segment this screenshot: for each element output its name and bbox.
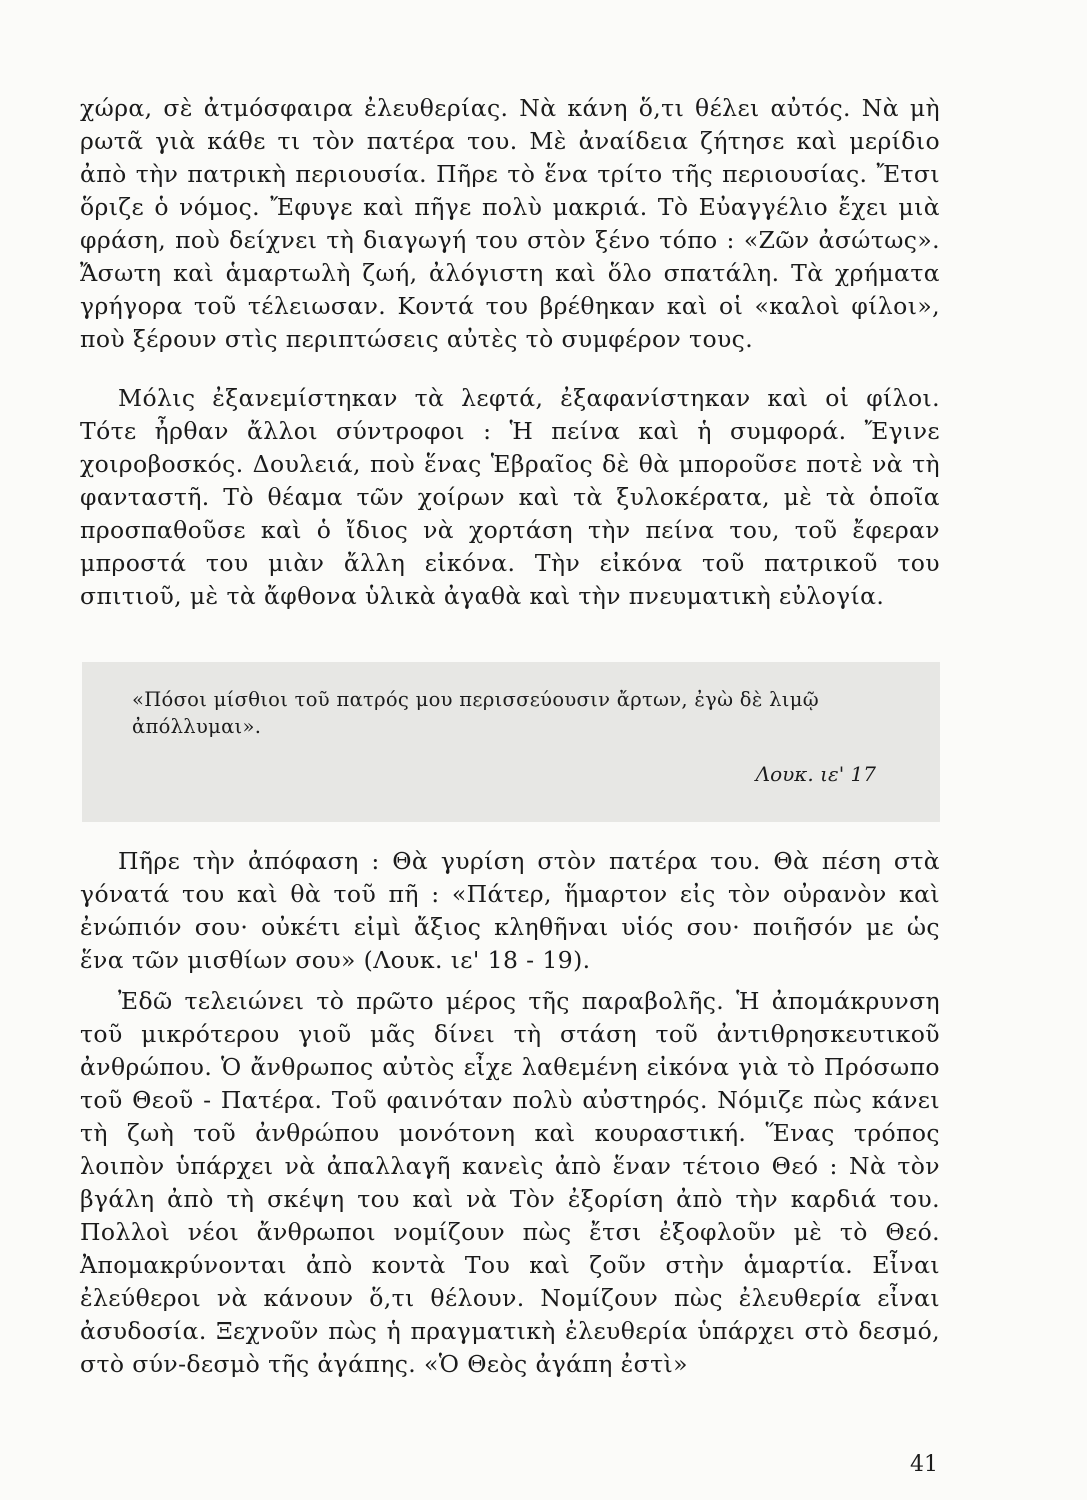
- scripture-quote-reference: Λουκ. ιε' 17: [755, 762, 876, 786]
- paragraph-3-text: Πῆρε τὴν ἀπόφαση : Θὰ γυρίση στὸν πατέρα του. Θὰ πέση στὰ γόνατά του καὶ θὰ τοῦ πῆ : «Πάτερ, ἥμαρτον εἰς τὸν οὐρανὸν καὶ ἐνώπιόν σου· οὐκέτι εἰμὶ ἄξιος κληθῆναι υἱός σου· ποιῆσόν με ὡς ἕνα τῶν μισθίων σου» (Λουκ. ιε' 18 - 19).: [80, 847, 940, 974]
- scripture-quote-text: «Πόσοι μίσθιοι τοῦ πατρός μου περισσεύουσιν ἄρτων, ἐγὼ δὲ λιμῷ ἀπόλλυμαι».: [132, 688, 819, 738]
- paragraph-4-text: Ἐδῶ τελειώνει τὸ πρῶτο μέρος τῆς παραβολῆς. Ἡ ἀπομάκρυνση τοῦ μικρότερου γιοῦ μᾶς δίνει τὴ στάση τοῦ ἀντιθρησκευτικοῦ ἀνθρώπου. Ὁ ἄνθρωπος αὐτὸς εἶχε λαθεμένη εἰκόνα γιὰ τὸ Πρόσωπο τοῦ Θεοῦ - Πατέρα. Τοῦ φαινόταν πολὺ αὐστηρός. Νόμιζε πὼς κάνει τὴ ζωὴ τοῦ ἀνθρώπου μονότονη καὶ κουραστική. Ἕνας τρόπος λοιπὸν ὑπάρχει νὰ ἀπαλλαγῆ κανεὶς ἀπὸ ἕναν τέτοιο Θεό : Νὰ τὸν βγάλη ἀπὸ τὴ σκέψη του καὶ νὰ Τὸν ἐξορίση ἀπὸ τὴν καρδιά του. Πολλοὶ νέοι ἄνθρωποι νομίζουν πὼς ἔτσι ἐξοφλοῦν μὲ τὸ Θεό. Ἀπομακρύνονται ἀπὸ κοντὰ Του καὶ ζοῦν στὴν ἁμαρτία. Εἶναι ἐλεύθεροι νὰ κάνουν ὅ,τι θέλουν. Νομίζουν πὼς ἐλευθερία εἶναι ἀσυδοσία. Ξεχνοῦν πὼς ἡ πραγματικὴ ἐλευθερία ὑπάρχει στὸ δεσμό, στὸ σύν-δεσμὸ τῆς ἀγάπης. «Ὁ Θεὸς ἀγάπη ἐστὶ»: [80, 987, 940, 1378]
- paragraph-2: [80, 382, 940, 613]
- paragraph-1: [80, 92, 940, 356]
- paragraph-3: [80, 845, 940, 977]
- paragraph-4: [80, 985, 940, 1381]
- paragraph-2-text: Μόλις ἐξανεμίστηκαν τὰ λεφτά, ἐξαφανίστηκαν καὶ οἱ φίλοι. Τότε ἦρθαν ἄλλοι σύντροφοι : Ἡ πείνα καὶ ἡ συμφορά. Ἔγινε χοιροβοσκός. Δουλειά, ποὺ ἕνας Ἑβραῖος δὲ θὰ μποροῦσε ποτὲ νὰ τὴ φανταστῆ. Τὸ θέαμα τῶν χοίρων καὶ τὰ ξυλοκέρατα, μὲ τὰ ὁποῖα προσπαθοῦσε καὶ ὁ ἴδιος νὰ χορτάση τὴν πείνα του, τοῦ ἔφεραν μπροστά του μιὰν ἄλλη εἰκόνα. Τὴν εἰκόνα τοῦ πατρικοῦ του σπιτιοῦ, μὲ τὰ ἄφθονα ὑλικὰ ἀγαθὰ καὶ τὴν πνευματικὴ εὐλογία.: [80, 384, 940, 610]
- scripture-quote-box: [82, 662, 940, 822]
- paragraph-1-text: χώρα, σὲ ἀτμόσφαιρα ἐλευθερίας. Νὰ κάνη ὅ,τι θέλει αὐτός. Νὰ μὴ ρωτᾶ γιὰ κάθε τι τὸν πατέρα του. Μὲ ἀναίδεια ζήτησε καὶ μερίδιο ἀπὸ τὴν πατρικὴ περιουσία. Πῆρε τὸ ἕνα τρίτο τῆς περιουσίας. Ἔτσι ὅριζε ὁ νόμος. Ἔφυγε καὶ πῆγε πολὺ μακριά. Τὸ Εὐαγγέλιο ἔχει μιὰ φράση, ποὺ δείχνει τὴ διαγωγή του στὸν ξένο τόπο : «Ζῶν ἀσώτως». Ἄσωτη καὶ ἁμαρτωλὴ ζωή, ἀλόγιστη καὶ ὅλο σπατάλη. Τὰ χρήματα γρήγορα τοῦ τέλειωσαν. Κοντά του βρέθηκαν καὶ οἱ «καλοὶ φίλοι», ποὺ ξέρουν στὶς περιπτώσεις αὐτὲς τὸ συμφέρον τους.: [80, 94, 940, 353]
- page-number: 41: [910, 1452, 938, 1477]
